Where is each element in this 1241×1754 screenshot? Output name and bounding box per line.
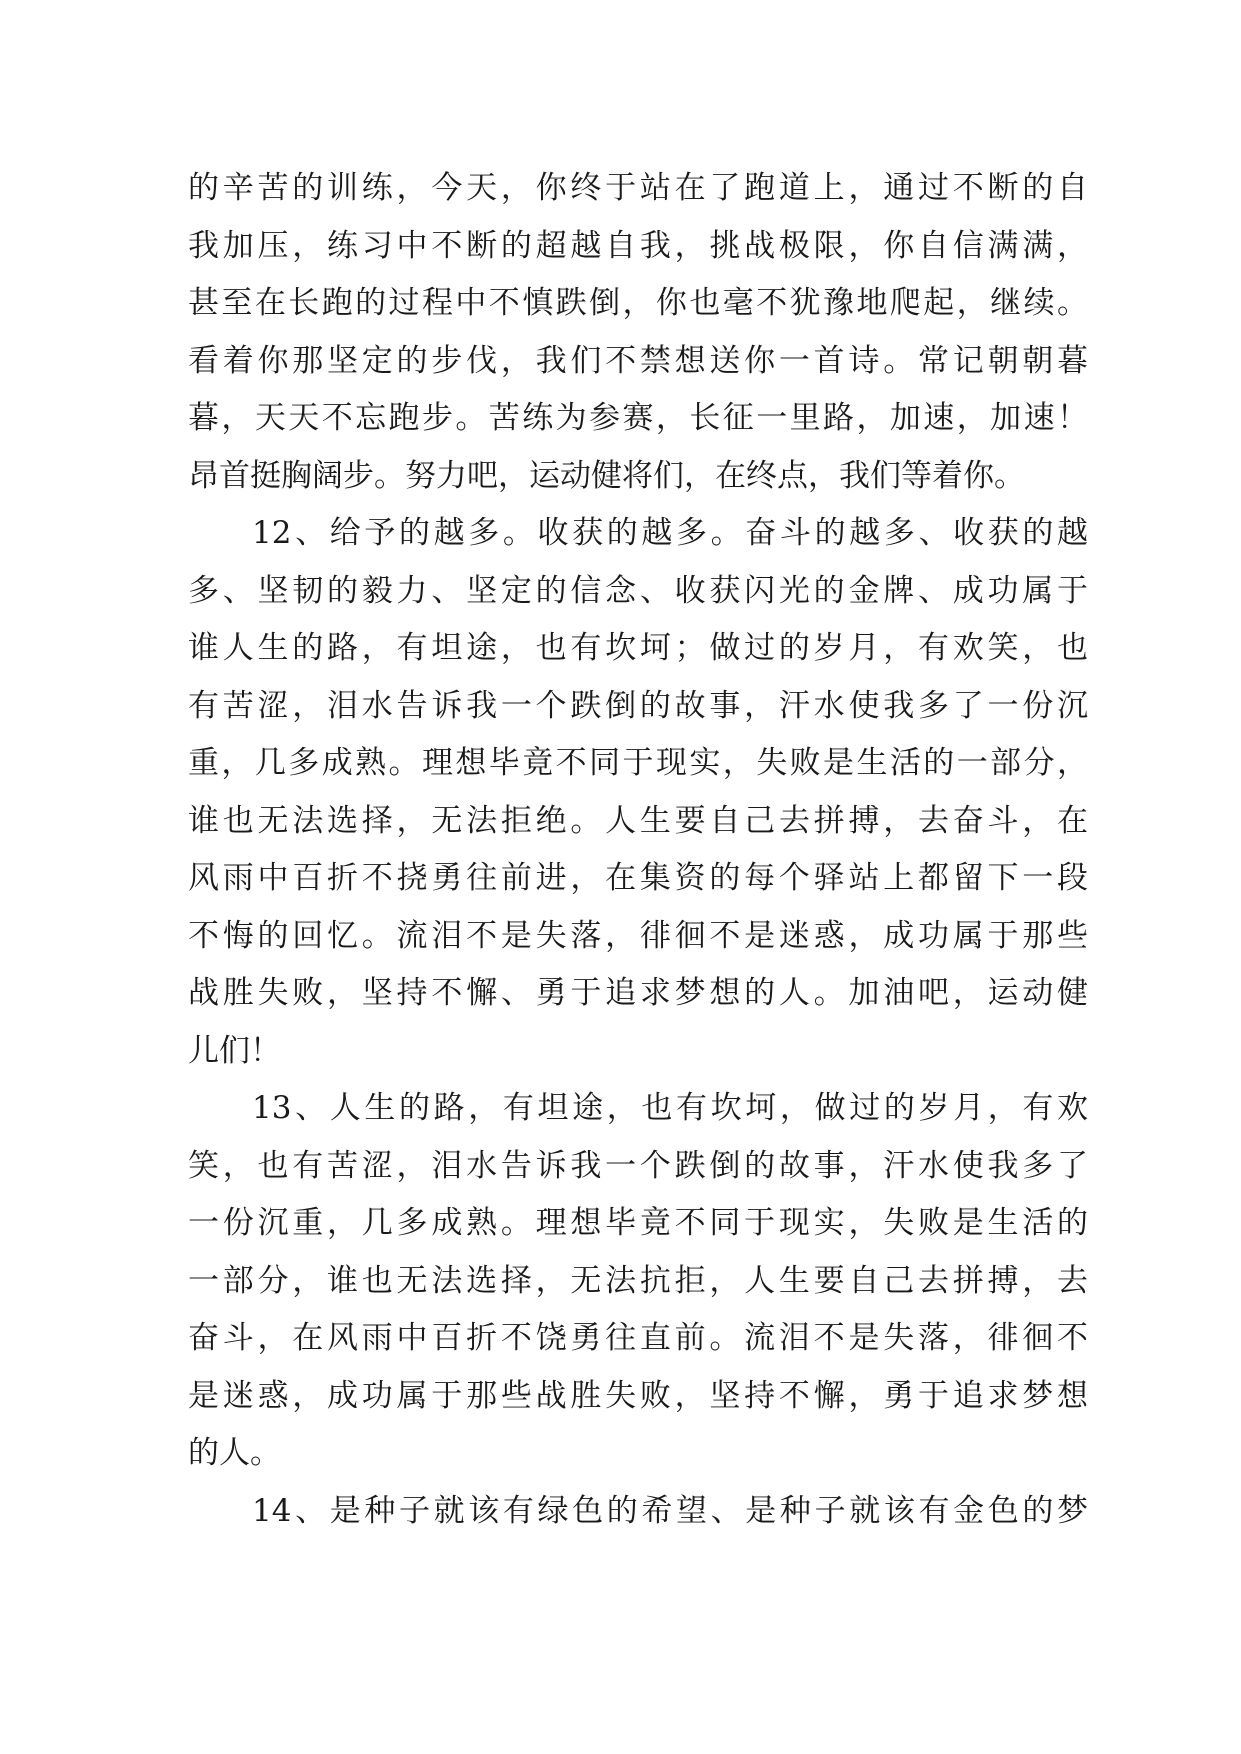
text-line: 是迷惑，成功属于那些战胜失败，坚持不懈，勇于追求梦想	[188, 1377, 1088, 1414]
text-line: 的人。	[188, 1435, 281, 1471]
document-body	[188, 160, 1088, 1540]
paragraph-first-line: 14、是种子就该有绿色的希望、是种子就该有金色的梦	[252, 1492, 1088, 1529]
paragraph-first-line: 13、人生的路，有坦途，也有坎坷，做过的岁月，有欢	[252, 1090, 1088, 1126]
paragraph-first-line: 12、给予的越多。收获的越多。奋斗的越多、收获的越	[252, 515, 1088, 551]
text-line: 多、坚韧的毅力、坚定的信念、收获闪光的金牌、成功属于	[188, 572, 1088, 609]
text-line: 有苦涩，泪水告诉我一个跌倒的故事，汗水使我多了一份沉	[188, 687, 1088, 724]
text-line: 重，几多成熟。理想毕竟不同于现实，失败是生活的一部分，	[188, 745, 1088, 781]
text-line: 一份沉重，几多成熟。理想毕竟不同于现实，失败是生活的	[188, 1205, 1088, 1241]
text-line: 笑，也有苦涩，泪水告诉我一个跌倒的故事，汗水使我多了	[188, 1147, 1088, 1184]
text-line: 谁也无法选择，无法拒绝。人生要自己去拼搏，去奋斗，在	[188, 802, 1088, 839]
text-line: 谁人生的路，有坦途，也有坎坷；做过的岁月，有欢笑，也	[188, 630, 1088, 666]
text-line: 不悔的回忆。流泪不是失落，徘徊不是迷惑，成功属于那些	[188, 917, 1088, 954]
text-line: 我加压，练习中不断的超越自我，挑战极限，你自信满满，	[188, 227, 1088, 264]
text-line: 暮，天天不忘跑步。苦练为参赛，长征一里路，加速，加速！	[188, 400, 1088, 436]
text-line: 儿们！	[188, 1032, 281, 1069]
text-line: 甚至在长跑的过程中不慎跌倒，你也毫不犹豫地爬起，继续。	[188, 285, 1088, 321]
text-line: 战胜失败，坚持不懈、勇于追求梦想的人。加油吧，运动健	[188, 975, 1088, 1011]
text-line: 一部分，谁也无法选择，无法抗拒，人生要自己去拼搏，去	[188, 1262, 1088, 1299]
text-line: 的辛苦的训练，今天，你终于站在了跑道上，通过不断的自	[188, 170, 1088, 206]
text-line: 风雨中百折不挠勇往前进，在集资的每个驿站上都留下一段	[188, 860, 1088, 896]
text-line: 昂首挺胸阔步。努力吧，运动健将们，在终点，我们等着你。	[188, 457, 1025, 494]
text-line: 看着你那坚定的步伐，我们不禁想送你一首诗。常记朝朝暮	[188, 342, 1088, 379]
text-line: 奋斗，在风雨中百折不饶勇往直前。流泪不是失落，徘徊不	[188, 1320, 1088, 1356]
